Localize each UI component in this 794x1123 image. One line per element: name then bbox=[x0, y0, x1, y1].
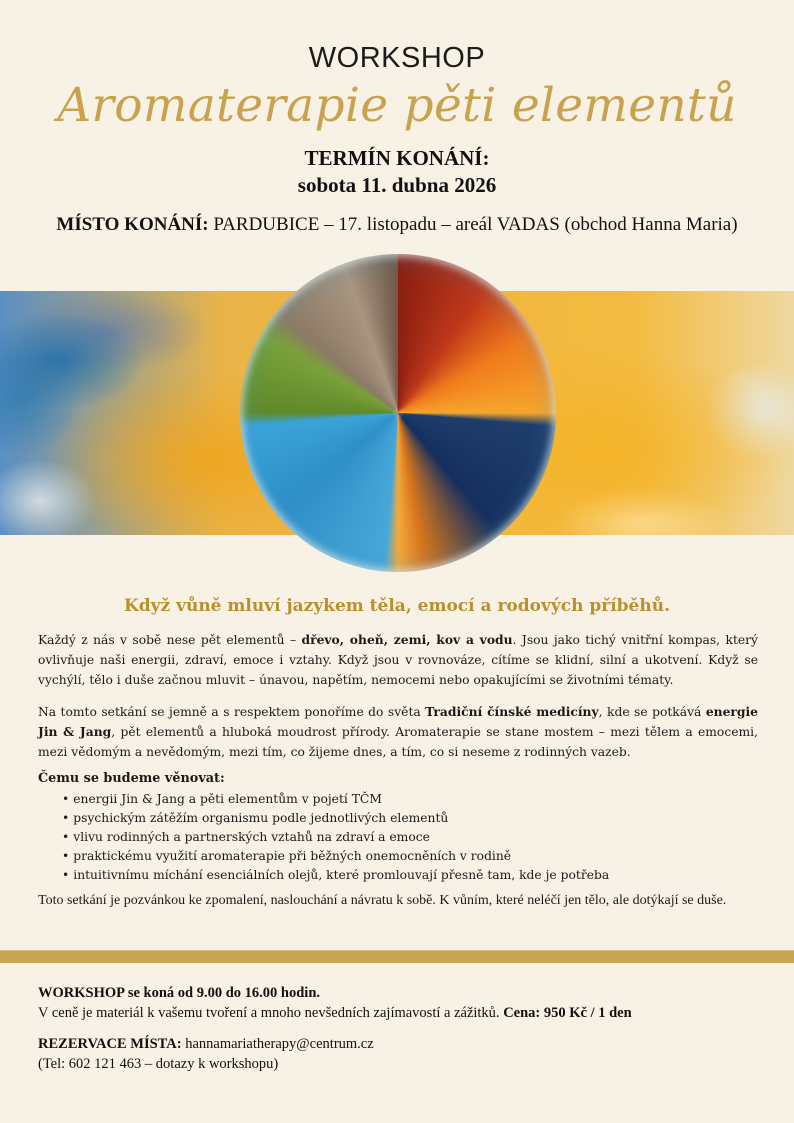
price: Cena: 950 Kč / 1 den bbox=[503, 1005, 632, 1021]
reservation-label: REZERVACE MÍSTA: bbox=[38, 1036, 182, 1052]
list-item: • vlivu rodinných a partnerských vztahů na zdraví a emoce bbox=[62, 828, 609, 847]
five-elements-illustration bbox=[240, 254, 556, 572]
workshop-hours: WORKSHOP se koná od 9.00 do 16.00 hodin. bbox=[38, 985, 321, 1001]
tcm-bold: Tradiční čínské medicíny bbox=[425, 704, 599, 719]
price-line: V ceně je materiál k vašemu tvoření a mnoho nevšedních zajímavostí a zážitků. Cena: 950 Kč / 1 den bbox=[38, 1005, 632, 1021]
intro-paragraph-1: Každý z nás v sobě nese pět elementů – dřevo, oheň, zemi, kov a vodu. Jsou jako tichý vnitřní kompas, který ovlivňuje naši energii, zdraví, emoce i vztahy. Když jsou v rovnováze, cítíme se klidní, silní a ukotvení. Když se vychýlí, tělo i duše začnou mluvit – únavou, napětím, nemocemi nebo opakujícími se životními tématy. bbox=[38, 632, 758, 687]
venue-label: MÍSTO KONÁNÍ: bbox=[56, 214, 209, 235]
term-label: TERMÍN KONÁNÍ: bbox=[304, 146, 490, 170]
workshop-kicker: WORKSHOP bbox=[308, 42, 486, 74]
list-item: • intuitivnímu míchání esenciálních olejů, které promlouvají přesně tam, kde je potřeba bbox=[62, 866, 609, 885]
closing-paragraph: Toto setkání je pozvánkou ke zpomalení, naslouchání a návratu k sobě. K vůním, které neléčí jen tělo, ale dotýkají se duše. bbox=[38, 893, 727, 908]
phone-note: (Tel: 602 121 463 – dotazy k workshopu) bbox=[38, 1056, 279, 1072]
list-item: • praktickému využití aromaterapie při běžných onemocněních v rodině bbox=[62, 847, 609, 866]
reservation-email[interactable]: hannamariatherapy@centrum.cz bbox=[181, 1036, 374, 1052]
intro-paragraph-2: Na tomto setkání se jemně a s respektem ponoříme do světa Tradiční čínské medicíny, kde se potkává energie Jin & Jang, pět elementů a hluboká moudrost přírody. Aromaterapie se stane mostem – mezi tělem a emocemi, mezi vědomým a nevědomým, mezi tím, co žijeme dnes, a tím, co si neseme z rodinných vazeb. bbox=[38, 704, 758, 759]
tagline: Když vůně mluví jazykem těla, emocí a rodových příběhů. bbox=[123, 596, 671, 616]
topics-heading: Čemu se budeme věnovat: bbox=[38, 771, 225, 786]
term-date: sobota 11. dubna 2026 bbox=[297, 173, 497, 197]
list-item: • energii Jin & Jang a pěti elementům v pojetí TČM bbox=[62, 790, 609, 809]
elements-list-bold: dřevo, oheň, zemi, kov a vodu bbox=[301, 632, 513, 647]
list-item: • psychickým zátěžím organismu podle jednotlivých elementů bbox=[62, 809, 609, 828]
gold-divider bbox=[0, 950, 794, 963]
jin-jang-bold: energie Jin & Jang bbox=[38, 704, 758, 739]
venue-line bbox=[0, 214, 794, 236]
reservation-line bbox=[38, 1034, 374, 1054]
topics-list bbox=[62, 790, 609, 885]
venue-text: PARDUBICE – 17. listopadu – areál VADAS (obchod Hanna Maria) bbox=[208, 214, 738, 235]
page-title: Aromaterapie pěti elementů bbox=[57, 78, 737, 133]
